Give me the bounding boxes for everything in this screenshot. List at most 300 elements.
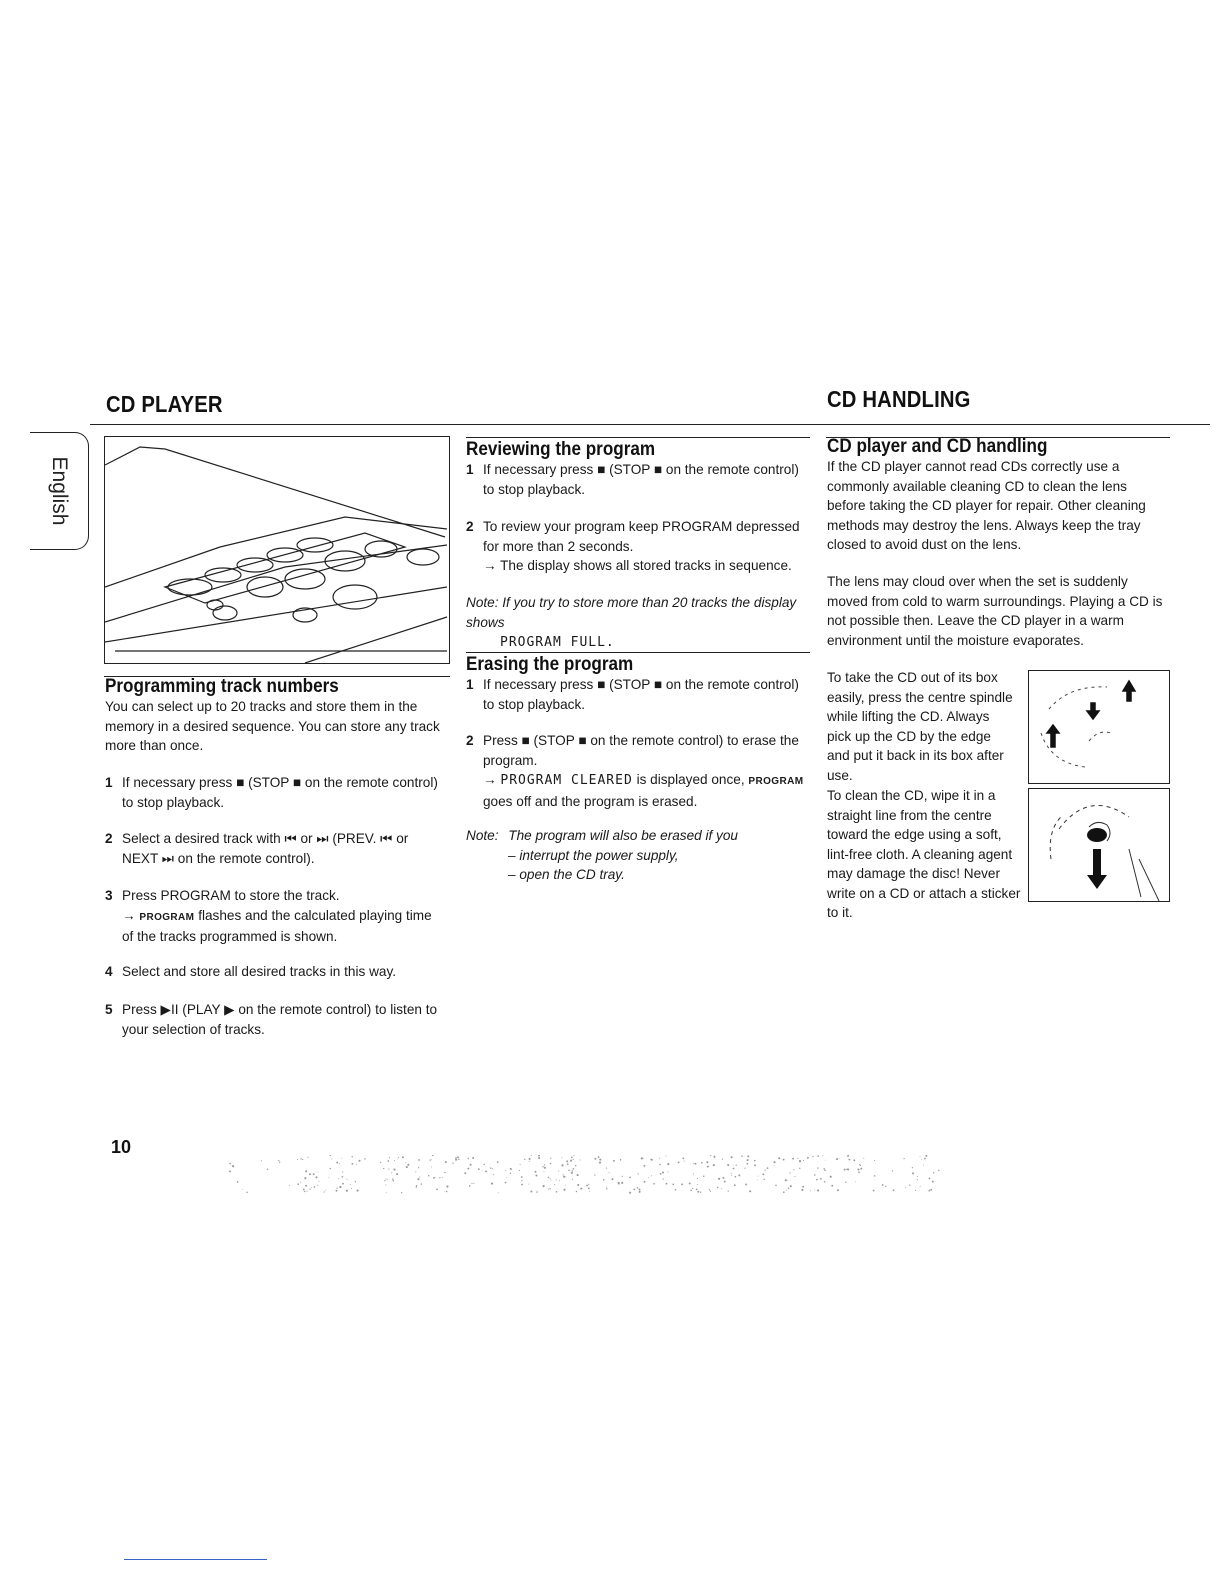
programming-heading: Programming track numbers: [105, 676, 339, 697]
noise-dot: [857, 1168, 859, 1170]
noise-dot: [594, 1175, 595, 1176]
noise-dot: [912, 1167, 913, 1168]
noise-dot: [836, 1158, 838, 1160]
noise-dot: [651, 1175, 652, 1176]
noise-dot: [874, 1175, 876, 1177]
noise-dot: [747, 1159, 749, 1161]
result-arrow-icon: →: [122, 907, 136, 923]
noise-dot: [581, 1188, 583, 1190]
noise-dot: [790, 1185, 792, 1187]
noise-dot: [331, 1159, 332, 1160]
noise-dot: [498, 1192, 499, 1193]
step-result: [483, 556, 805, 576]
noise-dot: [342, 1171, 343, 1172]
step-text: Select a desired track with ⏮ or ⏭ (PREV. ⏮ or NEXT ⏭ on the remote control).: [122, 831, 409, 866]
noise-dot: [490, 1167, 491, 1168]
noise-dot: [572, 1179, 573, 1180]
noise-dot: [588, 1184, 589, 1185]
noise-dot: [393, 1180, 395, 1182]
noise-dot: [684, 1161, 685, 1162]
noise-dot: [697, 1191, 699, 1193]
noise-dot: [492, 1168, 493, 1169]
noise-dot: [445, 1161, 447, 1163]
noise-dot: [313, 1173, 315, 1175]
noise-dot: [452, 1163, 453, 1164]
noise-dot: [789, 1172, 790, 1173]
noise-dot: [430, 1160, 431, 1161]
noise-dot: [464, 1172, 466, 1174]
lcd-program-full: PROGRAM FULL.: [500, 635, 615, 650]
noise-dot: [749, 1190, 751, 1192]
noise-dot: [874, 1160, 875, 1161]
step-number: 2: [105, 831, 113, 846]
step-text: If necessary press ■ (STOP ■ on the remote control) to stop playback.: [122, 775, 438, 810]
noise-dot: [386, 1192, 387, 1193]
noise-dot: [391, 1172, 392, 1173]
noise-dot: [903, 1158, 904, 1159]
noise-dot: [839, 1158, 840, 1159]
noise-dot: [731, 1173, 732, 1174]
noise-dot: [317, 1172, 318, 1173]
noise-dot: [846, 1169, 848, 1171]
noise-dot: [416, 1187, 417, 1188]
erasing-heading: Erasing the program: [466, 654, 634, 675]
step-result: [122, 906, 444, 947]
note-label: Note:: [466, 828, 499, 843]
noise-dot: [544, 1167, 546, 1169]
noise-dot: [783, 1191, 785, 1193]
noise-dot: [455, 1157, 457, 1159]
noise-dot: [396, 1173, 398, 1175]
noise-dot: [300, 1182, 301, 1183]
noise-dot: [667, 1163, 669, 1165]
noise-dot: [342, 1176, 344, 1178]
noise-dot: [693, 1163, 694, 1164]
noise-dot: [455, 1159, 457, 1161]
noise-dot: [606, 1187, 607, 1188]
noise-dot: [929, 1177, 931, 1179]
noise-dot: [478, 1168, 480, 1170]
reviewing-rule: [466, 437, 810, 438]
note-item: – open the CD tray.: [508, 867, 625, 882]
noise-dot: [577, 1184, 579, 1186]
noise-dot: [801, 1189, 803, 1191]
noise-dot: [337, 1187, 338, 1188]
noise-dot: [799, 1160, 801, 1162]
noise-dot: [754, 1164, 756, 1166]
noise-dot: [573, 1155, 574, 1156]
noise-dot: [402, 1156, 404, 1158]
noise-dot: [544, 1164, 545, 1165]
noise-dot: [612, 1178, 614, 1180]
noise-dot: [847, 1155, 849, 1157]
noise-dot: [561, 1157, 562, 1158]
noise-dot: [567, 1163, 569, 1165]
noise-dot: [786, 1190, 787, 1191]
noise-dot: [554, 1184, 555, 1185]
noise-dot: [543, 1185, 545, 1187]
noise-dot: [694, 1163, 696, 1165]
noise-dot: [848, 1159, 850, 1161]
noise-dot: [765, 1170, 766, 1171]
noise-dot: [339, 1186, 341, 1188]
noise-dot: [807, 1157, 809, 1159]
noise-dot: [446, 1191, 448, 1193]
noise-dot: [229, 1170, 231, 1172]
noise-dot: [917, 1176, 918, 1177]
noise-dot: [303, 1189, 305, 1191]
handling-para-1: If the CD player cannot read CDs correctly use a commonly available cleaning CD to clean the lens before taking the CD player for repair. Other cleaning methods may destroy the lens. Always keep the tray closed to avoid dust on the lens.: [827, 459, 1146, 552]
noise-dot: [820, 1178, 822, 1180]
noise-dot: [816, 1179, 818, 1181]
noise-dot: [579, 1159, 580, 1160]
noise-dot: [550, 1178, 551, 1179]
noise-dot: [510, 1168, 512, 1170]
note-label: Note:: [466, 595, 499, 610]
noise-dot: [561, 1164, 563, 1166]
noise-dot: [570, 1160, 572, 1162]
noise-dot: [576, 1191, 578, 1193]
noise-dot: [586, 1185, 588, 1187]
step-text: To review your program keep PROGRAM depressed for more than 2 seconds.: [483, 519, 800, 554]
noise-dot: [844, 1169, 846, 1171]
noise-dot: [783, 1159, 785, 1161]
noise-dot: [814, 1189, 815, 1190]
noise-dot: [855, 1181, 856, 1182]
result-text: flashes and the calculated playing time of the tracks programmed is shown.: [122, 907, 432, 944]
noise-dot: [421, 1183, 423, 1185]
noise-dot: [556, 1191, 558, 1193]
noise-dot: [693, 1173, 694, 1174]
noise-dot: [383, 1168, 384, 1169]
noise-dot: [572, 1170, 573, 1171]
noise-dot: [639, 1191, 641, 1193]
noise-dot: [305, 1185, 307, 1187]
noise-dot: [837, 1189, 839, 1191]
noise-dot: [727, 1164, 729, 1166]
programming-intro: You can select up to 20 tracks and store them in the memory in a desired sequence. You can store any track more than once.: [105, 699, 440, 753]
noise-dot: [315, 1176, 317, 1178]
noise-dot: [457, 1156, 459, 1158]
noise-dot: [690, 1189, 692, 1191]
noise-dot: [775, 1185, 777, 1187]
noise-dot: [692, 1188, 693, 1189]
step-text: If necessary press ■ (STOP ■ on the remote control) to stop playback.: [483, 462, 799, 497]
noise-dot: [571, 1172, 573, 1174]
noise-dot: [530, 1190, 532, 1192]
noise-dot: [930, 1189, 932, 1191]
program-indicator: PROGRAM: [139, 911, 195, 923]
step-number: 5: [105, 1002, 113, 1017]
noise-dot: [538, 1157, 540, 1159]
noise-dot: [618, 1182, 620, 1184]
noise-dot: [709, 1189, 710, 1190]
reviewing-note: [466, 593, 806, 653]
noise-dot: [304, 1191, 305, 1192]
noise-dot: [734, 1184, 736, 1186]
noise-dot: [710, 1155, 711, 1156]
noise-dot: [938, 1170, 939, 1171]
noise-dot: [767, 1167, 769, 1169]
noise-dot: [643, 1158, 644, 1159]
noise-dot: [920, 1156, 921, 1157]
noise-dot: [531, 1155, 532, 1156]
program-indicator: PROGRAM: [748, 776, 804, 787]
noise-dot: [621, 1182, 623, 1184]
noise-dot: [639, 1188, 641, 1190]
noise-dot: [468, 1158, 469, 1159]
noise-dot: [543, 1171, 544, 1172]
noise-dot: [542, 1166, 543, 1167]
noise-dot: [797, 1158, 798, 1159]
noise-dot: [599, 1159, 601, 1161]
noise-dot: [319, 1181, 320, 1182]
noise-dot: [773, 1161, 775, 1163]
noise-dot: [521, 1176, 523, 1178]
noise-dot: [439, 1177, 440, 1178]
cd-box-illustration: [1028, 670, 1170, 784]
noise-dot: [721, 1188, 722, 1189]
noise-dot: [925, 1155, 927, 1157]
noise-dot: [341, 1158, 342, 1159]
noise-dot: [651, 1159, 653, 1161]
result-arrow-icon: →: [483, 558, 497, 573]
noise-dot: [609, 1172, 610, 1173]
noise-dot: [401, 1192, 402, 1193]
noise-dot: [741, 1155, 743, 1157]
noise-dot: [662, 1171, 664, 1173]
noise-dot: [324, 1191, 325, 1192]
noise-dot: [392, 1178, 393, 1179]
noise-dot: [814, 1174, 816, 1176]
noise-dot: [929, 1190, 930, 1191]
noise-dot: [718, 1178, 720, 1180]
noise-dot: [603, 1179, 605, 1181]
noise-dot: [339, 1163, 340, 1164]
noise-dot: [433, 1177, 435, 1179]
noise-dot: [792, 1158, 794, 1160]
noise-dot: [697, 1184, 698, 1185]
noise-dot: [548, 1177, 549, 1178]
noise-dot: [385, 1178, 386, 1179]
noise-dot: [300, 1158, 301, 1159]
noise-dot: [817, 1189, 819, 1191]
noise-dot: [707, 1166, 709, 1168]
noise-dot: [387, 1179, 388, 1180]
noise-dot: [418, 1159, 420, 1161]
noise-dot: [774, 1165, 775, 1166]
step-number: 1: [466, 677, 474, 692]
noise-dot: [787, 1180, 788, 1181]
noise-dot: [556, 1179, 557, 1180]
noise-dot: [799, 1168, 800, 1169]
noise-dot: [794, 1176, 795, 1177]
noise-dot: [873, 1190, 875, 1192]
page-number: 10: [111, 1137, 132, 1157]
noise-dot: [764, 1179, 765, 1180]
noise-dot: [529, 1158, 531, 1160]
step-number: 1: [466, 462, 474, 477]
noise-dot: [458, 1159, 459, 1160]
cd-box-drawing: [1029, 671, 1169, 783]
noise-dot: [845, 1181, 846, 1182]
step-text: Press PROGRAM to store the track.: [122, 888, 340, 903]
noise-dot: [418, 1167, 419, 1168]
noise-dot: [710, 1191, 711, 1192]
noise-dot: [416, 1185, 418, 1187]
noise-dot: [682, 1158, 684, 1160]
noise-dot: [598, 1156, 600, 1158]
noise-dot: [232, 1165, 234, 1167]
noise-dot: [905, 1187, 906, 1188]
noise-dot: [912, 1172, 914, 1174]
noise-dot: [442, 1177, 443, 1178]
noise-dot: [405, 1162, 406, 1163]
noise-dot: [824, 1170, 826, 1172]
noise-dot: [659, 1158, 660, 1159]
noise-dot: [924, 1158, 926, 1160]
noise-dot: [510, 1173, 511, 1174]
noise-dot: [407, 1164, 409, 1166]
noise-dot: [758, 1176, 759, 1177]
noise-dot: [802, 1186, 804, 1188]
noise-dot: [550, 1158, 551, 1159]
noise-dot: [920, 1186, 921, 1187]
noise-dot: [305, 1170, 307, 1172]
noise-dot: [644, 1181, 646, 1183]
left-section-title: CD PLAYER: [106, 391, 223, 417]
result-arrow-icon: →: [483, 772, 497, 787]
noise-dot: [419, 1177, 420, 1178]
noise-dot: [307, 1157, 308, 1158]
noise-dot: [863, 1158, 864, 1159]
noise-dot: [613, 1160, 615, 1162]
noise-dot: [830, 1176, 832, 1178]
noise-dot: [831, 1185, 833, 1187]
noise-dot: [706, 1161, 708, 1163]
step-number: 2: [466, 519, 474, 534]
noise-dot: [336, 1190, 338, 1192]
noise-dot: [675, 1189, 677, 1191]
step-number: 3: [105, 888, 113, 903]
noise-dot: [350, 1184, 351, 1185]
noise-dot: [606, 1188, 607, 1189]
noise-dot: [529, 1161, 530, 1162]
cd-cleaning-drawing: [1029, 789, 1169, 901]
noise-dot: [573, 1159, 574, 1160]
noise-dot: [589, 1191, 590, 1192]
noise-dot: [484, 1164, 485, 1165]
noise-dot: [563, 1174, 564, 1175]
noise-dot: [793, 1169, 794, 1170]
noise-dot: [302, 1159, 303, 1160]
noise-dot: [394, 1160, 395, 1161]
noise-dot: [744, 1167, 745, 1168]
noise-dot: [565, 1185, 566, 1186]
step-text: Press ▶II (PLAY ▶ on the remote control) to listen to your selection of tracks.: [122, 1002, 438, 1037]
noise-dot: [485, 1170, 487, 1172]
noise-dot: [551, 1180, 552, 1181]
noise-dot: [470, 1164, 472, 1166]
scan-noise: [220, 1155, 940, 1195]
step-text: Select and store all desired tracks in this way.: [122, 964, 397, 979]
noise-dot: [311, 1187, 312, 1188]
reviewing-heading: Reviewing the program: [466, 439, 656, 460]
noise-dot: [549, 1188, 550, 1189]
noise-dot: [538, 1155, 540, 1157]
noise-dot: [580, 1188, 581, 1189]
noise-dot: [364, 1158, 365, 1159]
noise-dot: [915, 1190, 916, 1191]
handling-para-2: The lens may cloud over when the set is suddenly moved from cold to warm surroundings. Playing a CD is not possible then. Leave the CD player in a warm environment until the moisture evaporates.: [827, 574, 1163, 648]
noise-dot: [779, 1158, 780, 1159]
noise-dot: [535, 1174, 537, 1176]
noise-dot: [336, 1162, 338, 1164]
right-section-title: CD HANDLING: [827, 386, 971, 412]
noise-dot: [785, 1179, 787, 1181]
noise-dot: [921, 1159, 922, 1160]
noise-dot: [346, 1190, 348, 1192]
step-number: 4: [105, 964, 113, 979]
noise-dot: [329, 1168, 331, 1170]
noise-dot: [917, 1179, 918, 1180]
noise-dot: [482, 1170, 483, 1171]
noise-dot: [703, 1176, 704, 1177]
noise-dot: [388, 1169, 389, 1170]
noise-dot: [342, 1183, 344, 1185]
noise-dot: [535, 1171, 537, 1173]
noise-dot: [346, 1179, 347, 1180]
noise-dot: [606, 1168, 607, 1169]
noise-dot: [519, 1170, 520, 1171]
noise-dot: [506, 1177, 507, 1178]
noise-dot: [824, 1181, 826, 1183]
noise-dot: [659, 1164, 660, 1165]
noise-dot: [314, 1186, 316, 1188]
noise-dot: [817, 1167, 818, 1168]
noise-dot: [736, 1165, 737, 1166]
noise-dot: [309, 1173, 311, 1175]
noise-dot: [559, 1180, 560, 1181]
noise-dot: [599, 1162, 601, 1164]
noise-dot: [668, 1171, 669, 1172]
step-number: 2: [466, 733, 474, 748]
noise-dot: [548, 1189, 549, 1190]
noise-dot: [550, 1163, 551, 1164]
noise-dot: [653, 1183, 655, 1185]
noise-dot: [701, 1162, 703, 1164]
noise-dot: [728, 1190, 729, 1191]
noise-dot: [746, 1163, 748, 1165]
noise-dot: [471, 1183, 472, 1184]
noise-dot: [697, 1178, 698, 1179]
noise-dot: [558, 1170, 559, 1171]
noise-dot: [633, 1189, 635, 1191]
handling-para-4: To clean the CD, wipe it in a straight line from the centre toward the edge using a soft, lint-free cloth. A cleaning agent may damage the disc! Never write on a CD or attach a sticker to it.: [827, 788, 1021, 920]
noise-dot: [860, 1165, 861, 1166]
noise-dot: [788, 1187, 789, 1188]
noise-dot: [641, 1157, 643, 1159]
noise-dot: [573, 1168, 575, 1170]
noise-dot: [933, 1172, 934, 1173]
noise-dot: [892, 1170, 893, 1171]
noise-dot: [237, 1181, 239, 1183]
note-text: The program will also be erased if you: [508, 828, 738, 843]
noise-dot: [885, 1186, 886, 1187]
noise-dot: [803, 1160, 804, 1161]
noise-dot: [689, 1183, 691, 1185]
noise-dot: [663, 1178, 664, 1179]
